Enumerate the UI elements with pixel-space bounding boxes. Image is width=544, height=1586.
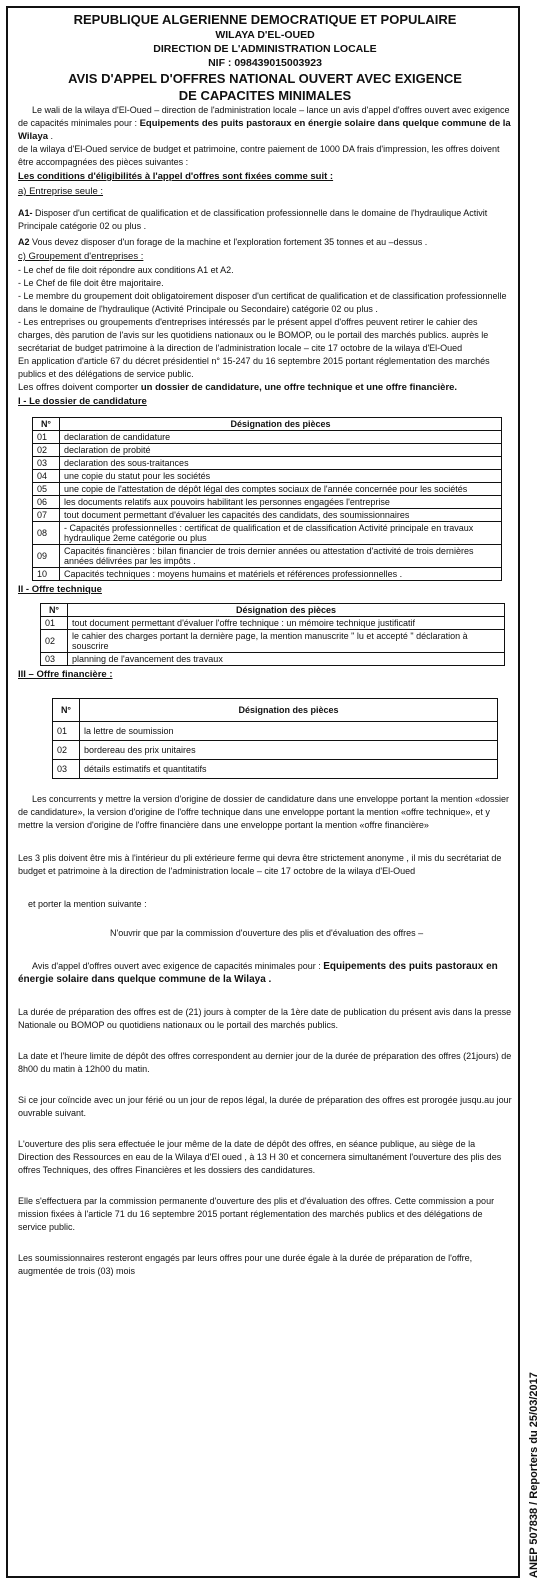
row-number: 03 (41, 653, 68, 666)
row-designation: declaration des sous-traitances (60, 457, 502, 470)
row-number: 06 (33, 496, 60, 509)
col-number: N° (33, 418, 60, 431)
candidature-table-body (33, 431, 502, 581)
row-designation: la lettre de soumission (80, 722, 498, 741)
group-condition-4: - Les entreprises ou groupements d'entreprises intéressés par le présent appel d'offres peuvent retirer le cahier des charges, dès parution de l'avis sur les quotidiens nationaux ou le BOMOP, ou le portail des marchés publics. auprès le secrétariat de budget patrimoine à la direction de l'administration locale – cite 17 octobre de la wilaya d'El-Oued (18, 317, 489, 353)
row-designation: tout document permettant d'évaluer l'offre technique : un mémoire technique justificatif (68, 617, 505, 630)
row-designation: une copie de l'attestation de dépôt légal des comptes sociaux de l'année concernée pour les sociétés (60, 483, 502, 496)
row-designation: bordereau des prix unitaires (80, 741, 498, 760)
deadline-paragraph: La date et l'heure limite de dépôt des offres correspondent au dernier jour de la durée de préparation des offres (21jours) de 8h00 du matin à 12h00 du matin. (18, 1051, 512, 1074)
technical-table-body (41, 617, 505, 666)
col-designation: Désignation des pièces (60, 418, 502, 431)
row-number: 03 (33, 457, 60, 470)
mention-subject: Avis d'appel d'offres ouvert avec exigence de capacités minimales pour : Equipements des puits pastoraux en énergie solaire dans quelque commune de la Wilaya . (18, 961, 498, 985)
project-name: Equipements des puits pastoraux en énergie solaire dans quelque commune de la Wilaya (18, 118, 511, 142)
row-number: 02 (33, 444, 60, 457)
row-number: 10 (33, 568, 60, 581)
opening-paragraph: L'ouverture des plis sera effectuée le jour même de la date de dépôt des offres, en séance publique, au siège de la Direction des Ressources en eau de la Wilaya d'El oued , à 13 H 30 et concernera simultanément l'ouverture des plis des offres Techniques, des offres Financières et les dossiers des candidatures. (18, 1139, 502, 1175)
commission-paragraph: Elle s'effectuera par la commission permanente d'ouverture des plis et d'évaluation des offres. Cette commission a pour mission fixées à l'article 71 du 16 septembre 2015 portant réglementation des marchés publics et des délégations de service public. (18, 1196, 495, 1232)
table-row (33, 545, 502, 568)
table-row (41, 617, 505, 630)
section2-title: II - Offre technique (18, 584, 102, 595)
row-designation: declaration de candidature (60, 431, 502, 444)
row-designation: Capacités techniques : moyens humains et matériels et références professionnelles . (60, 568, 502, 581)
section1-title: I - Le dossier de candidature (18, 396, 147, 407)
single-company-heading: a) Entreprise seule : (18, 186, 104, 197)
technical-table: N° Désignation des pièces 01 tout document permettant d'évaluer l'offre technique : un mémoire technique justificatif 02 le cahier des charges portant la dernière page, la mention manuscrite " lu et accepté " déclaration à souscrire 03 planning de l'avancement des travaux (40, 603, 505, 666)
notice-title: AVIS D'APPEL D'OFFRES NATIONAL OUVERT AVEC EXIGENCE (68, 71, 462, 86)
offer-contents: Les offres doivent comporter un dossier de candidature, une offre technique et une offre financière. (18, 382, 458, 393)
row-designation: planning de l'avancement des travaux (68, 653, 505, 666)
table-row (33, 509, 502, 522)
row-number: 01 (41, 617, 68, 630)
row-number: 03 (53, 760, 80, 779)
group-heading: c) Groupement d'entreprises : (18, 251, 144, 262)
candidature-table (32, 417, 502, 581)
table-row (41, 653, 505, 666)
legal-reference: En application d'article 67 du décret présidentiel n° 15-247 du 16 septembre 2015 portant réglementation des marchés publics et des délégations de service public. (18, 356, 490, 379)
group-condition-2: - Le Chef de file doit être majoritaire. (18, 278, 164, 288)
intro-fees: de la wilaya d'El-Oued service de budget et patrimoine, contre paiement de 1000 DA frais d'impression, les offres doivent être accompagnées des pièces suivantes : (18, 144, 500, 167)
table-row (33, 444, 502, 457)
table-row (33, 522, 502, 545)
table-row (33, 457, 502, 470)
group-condition-3: - Le membre du groupement doit obligatoirement disposer d'un certificat de qualification et de classification professionnelle dans le domaine de l'hydraulique (Activité Principale ou Secondaire) catégorie 02 ou plus . (18, 291, 507, 314)
header-wilaya: WILAYA D'EL-OUED (215, 29, 315, 41)
row-number: 04 (33, 470, 60, 483)
financial-table: N° Désignation des pièces 01 la lettre de soumission 02 bordereau des prix unitaires 03 détails estimatifs et quantitatifs (52, 698, 498, 779)
condition-a2: A2 Vous devez disposer d'un forage de la machine et l'exploration fortement 35 tonnes et au –dessus . (18, 237, 428, 247)
financial-table-body (53, 722, 498, 779)
row-number: 01 (33, 431, 60, 444)
holiday-paragraph: Si ce jour coïncide avec un jour férié ou un jour de repos légal, la durée de préparation des offres est prorogée jusqu.au jour ouvrable suivant. (18, 1095, 512, 1118)
row-designation: - Capacités professionnelles : certificat de qualification et de classification Activité principale en travaux hydraulique 2eme catégorie ou plus (60, 522, 502, 545)
row-number: 05 (33, 483, 60, 496)
duration-paragraph: La durée de préparation des offres est de (21) jours à compter de la 1ère date de publication du présent avis dans la presse Nationale ou BOMOP ou quotidiens nationaux ou le portail des marchés publics. (18, 1007, 512, 1030)
outer-envelope-paragraph: Les 3 plis doivent être mis à l'intérieur du pli extérieure ferme qui devra être strictement anonyme , il mis du secrétariat de budget et patrimoine à la direction de l'administration locale – cite 17 octobre de la wilaya d'El-Oued (18, 853, 502, 876)
condition-a1: A1- Disposer d'un certificat de qualification et de classification professionnelle dans le domaine de l'hydraulique Activit Principale catégorie 02 ou plus . (18, 208, 488, 231)
row-number: 02 (41, 630, 68, 653)
intro-paragraph: Le wali de la wilaya d'El-Oued – direction de l'administration locale – lance un avis d'appel d'offres ouvert avec exigence de capacités minimales pour : Equipements des puits pastoraux en énergie solaire dans quelque commune de la Wilaya . (18, 105, 511, 142)
table-row (33, 496, 502, 509)
header-nif: NIF : 098439015003923 (208, 57, 322, 69)
publication-reference (524, 1278, 542, 1578)
tender-notice-page (6, 6, 520, 1578)
row-designation: les documents relatifs aux pouvoirs habilitant les personnes engagées l'entreprise (60, 496, 502, 509)
row-designation: détails estimatifs et quantitatifs (80, 760, 498, 779)
group-condition-1: - Le chef de file doit répondre aux conditions A1 et A2. (18, 265, 234, 275)
table-row (41, 630, 505, 653)
mention-intro: et porter la mention suivante : (28, 899, 147, 909)
row-designation: Capacités financières : bilan financier de trois dernier années ou attestation d'activité de trois dernières années délivrées par les impôts . (60, 545, 502, 568)
section3-title: III – Offre financière : (18, 669, 113, 680)
header-republic: REPUBLIQUE ALGERIENNE DEMOCRATIQUE ET POPULAIRE (73, 12, 457, 27)
row-number: 02 (53, 741, 80, 760)
row-number: 09 (33, 545, 60, 568)
envelopes-paragraph: Les concurrents y mettre la version d'origine de dossier de candidature dans une enveloppe portant la mention «dossier de candidature», la version d'origine de l'offre technique dans une enveloppe portant la mention «offre technique», et y mettre la version d'origine de l'offre financière dans une enveloppe portant la mention «offre financière» (18, 794, 510, 830)
mention-text: N'ouvrir que par la commission d'ouverture des plis et d'évaluation des offres – (110, 928, 424, 938)
notice-subtitle: DE CAPACITES MINIMALES (178, 88, 352, 103)
table-row (33, 568, 502, 581)
table-row (33, 483, 502, 496)
table-row (33, 470, 502, 483)
publication-reference-text: ANEP 507838 / Reporters du 25/03/2017 (528, 1372, 540, 1578)
engagement-paragraph: Les soumissionnaires resteront engagés par leurs offres pour une durée égale à la durée de préparation de l'offre, augmentée de trois (03) mois (18, 1253, 473, 1276)
row-designation: le cahier des charges portant la dernière page, la mention manuscrite " lu et accepté " déclaration à souscrire (68, 630, 505, 653)
table-row (53, 760, 498, 779)
header-direction: DIRECTION DE L'ADMINISTRATION LOCALE (153, 43, 377, 55)
row-designation: une copie du statut pour les sociétés (60, 470, 502, 483)
row-designation: declaration de probité (60, 444, 502, 457)
table-row (53, 722, 498, 741)
conditions-heading: Les conditions d'éligibilités à l'appel d'offres sont fixées comme suit : (18, 171, 334, 182)
table-row (53, 741, 498, 760)
row-number: 01 (53, 722, 80, 741)
header (18, 12, 512, 104)
row-number: 07 (33, 509, 60, 522)
row-designation: tout document permettant d'évaluer les capacités des candidats, des soumissionnaires (60, 509, 502, 522)
table-row (33, 431, 502, 444)
row-number: 08 (33, 522, 60, 545)
